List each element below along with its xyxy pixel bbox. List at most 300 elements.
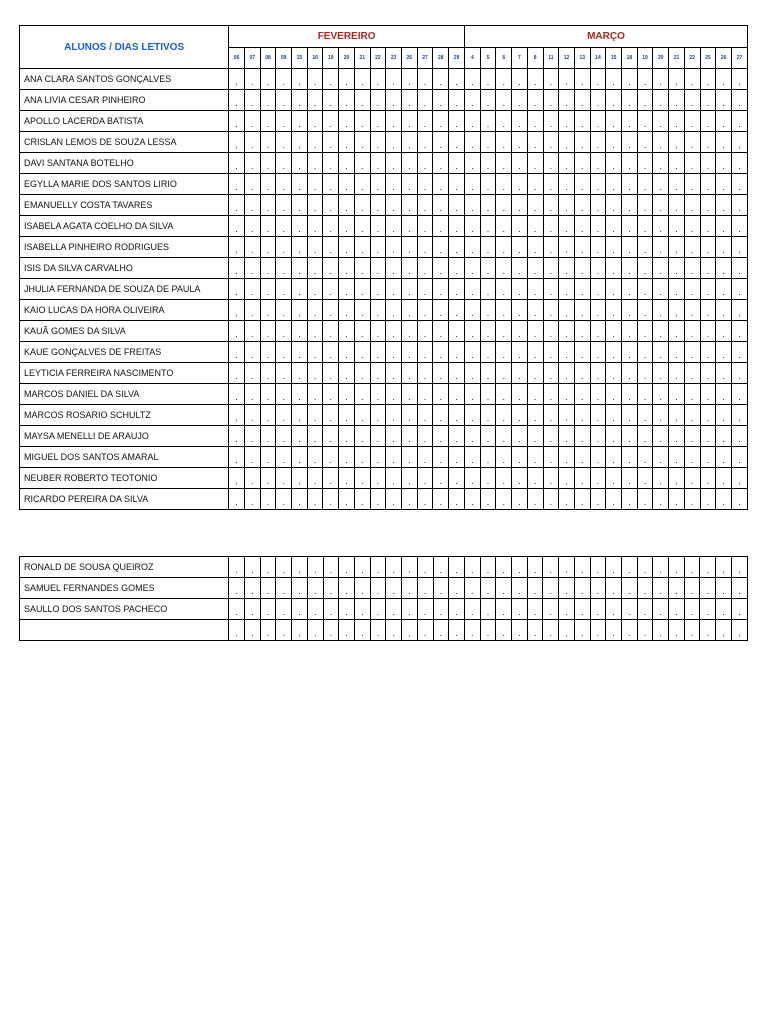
attendance-cell[interactable]: . <box>245 557 261 578</box>
attendance-cell[interactable]: . <box>417 447 433 468</box>
attendance-cell[interactable]: . <box>512 447 528 468</box>
attendance-cell[interactable]: . <box>590 342 606 363</box>
attendance-cell[interactable]: . <box>339 342 355 363</box>
attendance-cell[interactable]: . <box>574 599 590 620</box>
attendance-cell[interactable]: . <box>354 132 370 153</box>
attendance-cell[interactable]: . <box>307 426 323 447</box>
attendance-cell[interactable]: . <box>323 258 339 279</box>
attendance-cell[interactable]: . <box>716 363 732 384</box>
attendance-cell[interactable]: . <box>370 620 386 641</box>
attendance-cell[interactable]: . <box>339 468 355 489</box>
attendance-cell[interactable]: . <box>292 557 308 578</box>
attendance-cell[interactable]: . <box>590 258 606 279</box>
attendance-cell[interactable]: . <box>606 489 622 510</box>
attendance-cell[interactable]: . <box>402 620 418 641</box>
attendance-cell[interactable]: . <box>512 300 528 321</box>
attendance-cell[interactable]: . <box>480 153 496 174</box>
attendance-cell[interactable]: . <box>512 363 528 384</box>
attendance-cell[interactable]: . <box>543 342 559 363</box>
attendance-cell[interactable]: . <box>543 90 559 111</box>
attendance-cell[interactable]: . <box>527 363 543 384</box>
attendance-cell[interactable]: . <box>669 69 685 90</box>
attendance-cell[interactable]: . <box>512 153 528 174</box>
attendance-cell[interactable]: . <box>307 153 323 174</box>
attendance-cell[interactable]: . <box>669 557 685 578</box>
attendance-cell[interactable]: . <box>449 195 465 216</box>
attendance-cell[interactable]: . <box>527 216 543 237</box>
attendance-cell[interactable]: . <box>480 363 496 384</box>
attendance-cell[interactable]: . <box>307 363 323 384</box>
attendance-cell[interactable]: . <box>653 279 669 300</box>
attendance-cell[interactable]: . <box>307 258 323 279</box>
attendance-cell[interactable]: . <box>669 111 685 132</box>
attendance-cell[interactable]: . <box>590 174 606 195</box>
attendance-cell[interactable]: . <box>449 237 465 258</box>
attendance-cell[interactable]: . <box>449 174 465 195</box>
attendance-cell[interactable]: . <box>590 620 606 641</box>
attendance-cell[interactable]: . <box>229 69 245 90</box>
attendance-cell[interactable]: . <box>386 342 402 363</box>
attendance-cell[interactable]: . <box>276 216 292 237</box>
attendance-cell[interactable]: . <box>621 599 637 620</box>
attendance-cell[interactable]: . <box>276 300 292 321</box>
attendance-cell[interactable]: . <box>716 132 732 153</box>
attendance-cell[interactable]: . <box>606 90 622 111</box>
attendance-cell[interactable]: . <box>622 468 638 489</box>
attendance-cell[interactable]: . <box>512 237 528 258</box>
attendance-cell[interactable]: . <box>480 216 496 237</box>
attendance-cell[interactable]: . <box>370 405 386 426</box>
attendance-cell[interactable]: . <box>339 195 355 216</box>
attendance-cell[interactable]: . <box>307 489 323 510</box>
attendance-cell[interactable]: . <box>543 279 559 300</box>
attendance-cell[interactable]: . <box>480 384 496 405</box>
attendance-cell[interactable]: . <box>669 363 685 384</box>
attendance-cell[interactable]: . <box>354 258 370 279</box>
attendance-cell[interactable]: . <box>606 599 622 620</box>
attendance-cell[interactable]: . <box>543 132 559 153</box>
attendance-cell[interactable]: . <box>339 300 355 321</box>
attendance-cell[interactable]: . <box>590 557 606 578</box>
attendance-cell[interactable]: . <box>433 132 449 153</box>
attendance-cell[interactable]: . <box>700 132 716 153</box>
attendance-cell[interactable]: . <box>433 321 449 342</box>
attendance-cell[interactable]: . <box>355 578 371 599</box>
attendance-cell[interactable]: . <box>700 426 716 447</box>
attendance-cell[interactable]: . <box>370 111 386 132</box>
attendance-cell[interactable]: . <box>276 342 292 363</box>
attendance-cell[interactable]: . <box>731 153 747 174</box>
attendance-cell[interactable]: . <box>543 405 559 426</box>
attendance-cell[interactable]: . <box>386 489 402 510</box>
attendance-cell[interactable]: . <box>700 237 716 258</box>
attendance-cell[interactable]: . <box>716 557 732 578</box>
attendance-cell[interactable]: . <box>386 620 402 641</box>
attendance-cell[interactable]: . <box>417 363 433 384</box>
attendance-cell[interactable]: . <box>417 321 433 342</box>
attendance-cell[interactable]: . <box>590 447 606 468</box>
attendance-cell[interactable]: . <box>433 599 449 620</box>
attendance-cell[interactable]: . <box>480 489 496 510</box>
attendance-cell[interactable]: . <box>307 599 323 620</box>
attendance-cell[interactable]: . <box>716 69 732 90</box>
attendance-cell[interactable]: . <box>574 174 590 195</box>
attendance-cell[interactable]: . <box>700 174 716 195</box>
attendance-cell[interactable]: . <box>417 405 433 426</box>
attendance-cell[interactable]: . <box>543 426 559 447</box>
attendance-cell[interactable]: . <box>401 69 417 90</box>
attendance-cell[interactable]: . <box>433 620 449 641</box>
attendance-cell[interactable]: . <box>527 300 543 321</box>
attendance-cell[interactable]: . <box>669 321 685 342</box>
attendance-cell[interactable]: . <box>590 321 606 342</box>
attendance-cell[interactable]: . <box>401 468 417 489</box>
attendance-cell[interactable]: . <box>417 69 433 90</box>
attendance-cell[interactable]: . <box>433 90 449 111</box>
attendance-cell[interactable]: . <box>700 111 716 132</box>
attendance-cell[interactable]: . <box>543 237 559 258</box>
attendance-cell[interactable]: . <box>716 216 732 237</box>
attendance-cell[interactable]: . <box>370 363 386 384</box>
attendance-cell[interactable]: . <box>386 279 402 300</box>
attendance-cell[interactable]: . <box>574 111 590 132</box>
attendance-cell[interactable]: . <box>386 578 402 599</box>
attendance-cell[interactable]: . <box>669 153 685 174</box>
attendance-cell[interactable]: . <box>574 342 590 363</box>
attendance-cell[interactable]: . <box>402 578 418 599</box>
attendance-cell[interactable]: . <box>480 195 496 216</box>
attendance-cell[interactable]: . <box>417 489 433 510</box>
attendance-cell[interactable]: . <box>386 321 402 342</box>
attendance-cell[interactable]: . <box>700 69 716 90</box>
attendance-cell[interactable]: . <box>684 447 700 468</box>
attendance-cell[interactable]: . <box>370 132 386 153</box>
attendance-cell[interactable]: . <box>244 132 260 153</box>
attendance-cell[interactable]: . <box>512 216 528 237</box>
attendance-cell[interactable]: . <box>464 195 480 216</box>
attendance-cell[interactable]: . <box>260 195 276 216</box>
attendance-cell[interactable]: . <box>276 195 292 216</box>
attendance-cell[interactable]: . <box>700 468 716 489</box>
attendance-cell[interactable]: . <box>370 174 386 195</box>
attendance-cell[interactable]: . <box>276 279 292 300</box>
attendance-cell[interactable]: . <box>260 321 276 342</box>
attendance-cell[interactable]: . <box>464 363 480 384</box>
attendance-cell[interactable]: . <box>637 195 653 216</box>
attendance-cell[interactable]: . <box>527 153 543 174</box>
attendance-cell[interactable]: . <box>590 578 606 599</box>
attendance-cell[interactable]: . <box>669 132 685 153</box>
attendance-cell[interactable]: . <box>480 342 496 363</box>
attendance-cell[interactable]: . <box>731 195 747 216</box>
attendance-cell[interactable]: . <box>323 342 339 363</box>
attendance-cell[interactable]: . <box>622 300 638 321</box>
attendance-cell[interactable]: . <box>716 237 732 258</box>
attendance-cell[interactable]: . <box>323 384 339 405</box>
attendance-cell[interactable]: . <box>244 69 260 90</box>
attendance-cell[interactable]: . <box>653 153 669 174</box>
attendance-cell[interactable]: . <box>245 599 261 620</box>
attendance-cell[interactable]: . <box>669 216 685 237</box>
attendance-cell[interactable]: . <box>417 195 433 216</box>
attendance-cell[interactable]: . <box>229 489 245 510</box>
attendance-cell[interactable]: . <box>574 468 590 489</box>
attendance-cell[interactable]: . <box>260 237 276 258</box>
attendance-cell[interactable]: . <box>496 447 512 468</box>
attendance-cell[interactable]: . <box>449 468 465 489</box>
attendance-cell[interactable]: . <box>386 174 402 195</box>
attendance-cell[interactable]: . <box>417 237 433 258</box>
attendance-cell[interactable]: . <box>606 111 622 132</box>
attendance-cell[interactable]: . <box>292 599 308 620</box>
attendance-cell[interactable]: . <box>496 489 512 510</box>
attendance-cell[interactable]: . <box>370 258 386 279</box>
attendance-cell[interactable]: . <box>606 426 622 447</box>
attendance-cell[interactable]: . <box>433 426 449 447</box>
attendance-cell[interactable]: . <box>464 132 480 153</box>
attendance-cell[interactable]: . <box>590 153 606 174</box>
attendance-cell[interactable]: . <box>480 426 496 447</box>
attendance-cell[interactable]: . <box>716 468 732 489</box>
attendance-cell[interactable]: . <box>574 578 590 599</box>
attendance-cell[interactable]: . <box>464 405 480 426</box>
attendance-cell[interactable]: . <box>464 342 480 363</box>
attendance-cell[interactable]: . <box>700 384 716 405</box>
attendance-cell[interactable]: . <box>323 90 339 111</box>
attendance-cell[interactable]: . <box>606 342 622 363</box>
attendance-cell[interactable]: . <box>637 557 653 578</box>
attendance-cell[interactable]: . <box>449 405 465 426</box>
attendance-cell[interactable]: . <box>653 468 669 489</box>
attendance-cell[interactable]: . <box>622 132 638 153</box>
attendance-cell[interactable]: . <box>731 426 747 447</box>
attendance-cell[interactable]: . <box>700 195 716 216</box>
attendance-cell[interactable]: . <box>637 90 653 111</box>
attendance-cell[interactable]: . <box>512 578 528 599</box>
attendance-cell[interactable]: . <box>496 342 512 363</box>
attendance-cell[interactable]: . <box>260 279 276 300</box>
attendance-cell[interactable]: . <box>684 426 700 447</box>
attendance-cell[interactable]: . <box>386 111 402 132</box>
attendance-cell[interactable]: . <box>386 363 402 384</box>
attendance-cell[interactable]: . <box>292 468 308 489</box>
attendance-cell[interactable]: . <box>590 405 606 426</box>
attendance-cell[interactable]: . <box>433 468 449 489</box>
attendance-cell[interactable]: . <box>637 489 653 510</box>
attendance-cell[interactable]: . <box>590 195 606 216</box>
attendance-cell[interactable]: . <box>229 557 245 578</box>
attendance-cell[interactable]: . <box>276 237 292 258</box>
attendance-cell[interactable]: . <box>653 69 669 90</box>
attendance-cell[interactable]: . <box>716 599 732 620</box>
attendance-cell[interactable]: . <box>386 468 402 489</box>
attendance-cell[interactable]: . <box>543 111 559 132</box>
attendance-cell[interactable]: . <box>449 447 465 468</box>
attendance-cell[interactable]: . <box>637 321 653 342</box>
attendance-cell[interactable]: . <box>700 578 716 599</box>
attendance-cell[interactable]: . <box>417 132 433 153</box>
attendance-cell[interactable]: . <box>716 489 732 510</box>
attendance-cell[interactable]: . <box>559 216 575 237</box>
attendance-cell[interactable]: . <box>276 468 292 489</box>
attendance-cell[interactable]: . <box>464 174 480 195</box>
attendance-cell[interactable]: . <box>622 195 638 216</box>
attendance-cell[interactable]: . <box>260 447 276 468</box>
attendance-cell[interactable]: . <box>669 426 685 447</box>
attendance-cell[interactable]: . <box>637 279 653 300</box>
attendance-cell[interactable]: . <box>480 174 496 195</box>
attendance-cell[interactable]: . <box>512 174 528 195</box>
attendance-cell[interactable]: . <box>622 258 638 279</box>
attendance-cell[interactable]: . <box>245 578 261 599</box>
attendance-cell[interactable]: . <box>292 405 308 426</box>
attendance-cell[interactable]: . <box>229 195 245 216</box>
attendance-cell[interactable]: . <box>401 363 417 384</box>
attendance-cell[interactable]: . <box>339 489 355 510</box>
attendance-cell[interactable]: . <box>229 363 245 384</box>
attendance-cell[interactable]: . <box>512 426 528 447</box>
attendance-cell[interactable]: . <box>292 426 308 447</box>
attendance-cell[interactable]: . <box>244 258 260 279</box>
attendance-cell[interactable]: . <box>244 195 260 216</box>
attendance-cell[interactable]: . <box>653 578 669 599</box>
attendance-cell[interactable]: . <box>354 300 370 321</box>
attendance-cell[interactable]: . <box>637 468 653 489</box>
attendance-cell[interactable]: . <box>700 599 716 620</box>
attendance-cell[interactable]: . <box>370 426 386 447</box>
attendance-cell[interactable]: . <box>574 405 590 426</box>
attendance-cell[interactable]: . <box>606 132 622 153</box>
attendance-cell[interactable]: . <box>339 426 355 447</box>
attendance-cell[interactable]: . <box>307 111 323 132</box>
attendance-cell[interactable]: . <box>637 69 653 90</box>
attendance-cell[interactable]: . <box>307 384 323 405</box>
attendance-cell[interactable]: . <box>731 384 747 405</box>
attendance-cell[interactable]: . <box>637 384 653 405</box>
attendance-cell[interactable]: . <box>637 174 653 195</box>
attendance-cell[interactable]: . <box>260 363 276 384</box>
attendance-cell[interactable]: . <box>323 300 339 321</box>
attendance-cell[interactable]: . <box>637 405 653 426</box>
attendance-cell[interactable]: . <box>292 321 308 342</box>
attendance-cell[interactable]: . <box>496 216 512 237</box>
attendance-cell[interactable]: . <box>700 557 716 578</box>
attendance-cell[interactable]: . <box>559 489 575 510</box>
attendance-cell[interactable]: . <box>449 90 465 111</box>
attendance-cell[interactable]: . <box>370 578 386 599</box>
attendance-cell[interactable]: . <box>401 111 417 132</box>
attendance-cell[interactable]: . <box>229 599 245 620</box>
attendance-cell[interactable]: . <box>716 342 732 363</box>
attendance-cell[interactable]: . <box>637 363 653 384</box>
attendance-cell[interactable]: . <box>449 258 465 279</box>
attendance-cell[interactable]: . <box>449 132 465 153</box>
attendance-cell[interactable]: . <box>574 195 590 216</box>
attendance-cell[interactable]: . <box>323 111 339 132</box>
attendance-cell[interactable]: . <box>700 300 716 321</box>
attendance-cell[interactable]: . <box>496 300 512 321</box>
attendance-cell[interactable]: . <box>260 405 276 426</box>
attendance-cell[interactable]: . <box>323 405 339 426</box>
attendance-cell[interactable]: . <box>700 342 716 363</box>
attendance-cell[interactable]: . <box>669 174 685 195</box>
attendance-cell[interactable]: . <box>496 69 512 90</box>
attendance-cell[interactable]: . <box>480 132 496 153</box>
attendance-cell[interactable]: . <box>354 405 370 426</box>
attendance-cell[interactable]: . <box>527 405 543 426</box>
attendance-cell[interactable]: . <box>543 153 559 174</box>
attendance-cell[interactable]: . <box>716 258 732 279</box>
attendance-cell[interactable]: . <box>386 237 402 258</box>
attendance-cell[interactable]: . <box>386 300 402 321</box>
attendance-cell[interactable]: . <box>637 599 653 620</box>
attendance-cell[interactable]: . <box>229 153 245 174</box>
attendance-cell[interactable]: . <box>433 578 449 599</box>
attendance-cell[interactable]: . <box>401 300 417 321</box>
attendance-cell[interactable]: . <box>559 447 575 468</box>
attendance-cell[interactable]: . <box>653 342 669 363</box>
attendance-cell[interactable]: . <box>354 195 370 216</box>
attendance-cell[interactable]: . <box>339 90 355 111</box>
attendance-cell[interactable]: . <box>669 237 685 258</box>
attendance-cell[interactable]: . <box>653 363 669 384</box>
attendance-cell[interactable]: . <box>606 195 622 216</box>
attendance-cell[interactable]: . <box>260 489 276 510</box>
attendance-cell[interactable]: . <box>386 216 402 237</box>
attendance-cell[interactable]: . <box>559 258 575 279</box>
attendance-cell[interactable]: . <box>433 237 449 258</box>
attendance-cell[interactable]: . <box>716 153 732 174</box>
attendance-cell[interactable]: . <box>480 447 496 468</box>
attendance-cell[interactable]: . <box>590 384 606 405</box>
attendance-cell[interactable]: . <box>669 468 685 489</box>
attendance-cell[interactable]: . <box>543 195 559 216</box>
attendance-cell[interactable]: . <box>559 132 575 153</box>
attendance-cell[interactable]: . <box>229 216 245 237</box>
attendance-cell[interactable]: . <box>684 321 700 342</box>
attendance-cell[interactable]: . <box>669 258 685 279</box>
attendance-cell[interactable]: . <box>260 557 276 578</box>
attendance-cell[interactable]: . <box>260 153 276 174</box>
attendance-cell[interactable]: . <box>512 195 528 216</box>
attendance-cell[interactable]: . <box>323 216 339 237</box>
attendance-cell[interactable]: . <box>401 447 417 468</box>
attendance-cell[interactable]: . <box>669 384 685 405</box>
attendance-cell[interactable]: . <box>574 279 590 300</box>
attendance-cell[interactable]: . <box>606 279 622 300</box>
attendance-cell[interactable]: . <box>386 599 402 620</box>
attendance-cell[interactable]: . <box>464 426 480 447</box>
attendance-cell[interactable]: . <box>543 468 559 489</box>
attendance-cell[interactable]: . <box>574 489 590 510</box>
attendance-cell[interactable]: . <box>684 174 700 195</box>
attendance-cell[interactable]: . <box>496 279 512 300</box>
attendance-cell[interactable]: . <box>684 300 700 321</box>
attendance-cell[interactable]: . <box>307 90 323 111</box>
attendance-cell[interactable]: . <box>543 321 559 342</box>
attendance-cell[interactable]: . <box>292 237 308 258</box>
attendance-cell[interactable]: . <box>370 279 386 300</box>
attendance-cell[interactable]: . <box>590 111 606 132</box>
attendance-cell[interactable]: . <box>512 384 528 405</box>
attendance-cell[interactable]: . <box>370 153 386 174</box>
attendance-cell[interactable]: . <box>606 468 622 489</box>
attendance-cell[interactable]: . <box>323 195 339 216</box>
attendance-cell[interactable]: . <box>684 216 700 237</box>
attendance-cell[interactable]: . <box>512 620 528 641</box>
attendance-cell[interactable]: . <box>606 363 622 384</box>
attendance-cell[interactable]: . <box>590 300 606 321</box>
